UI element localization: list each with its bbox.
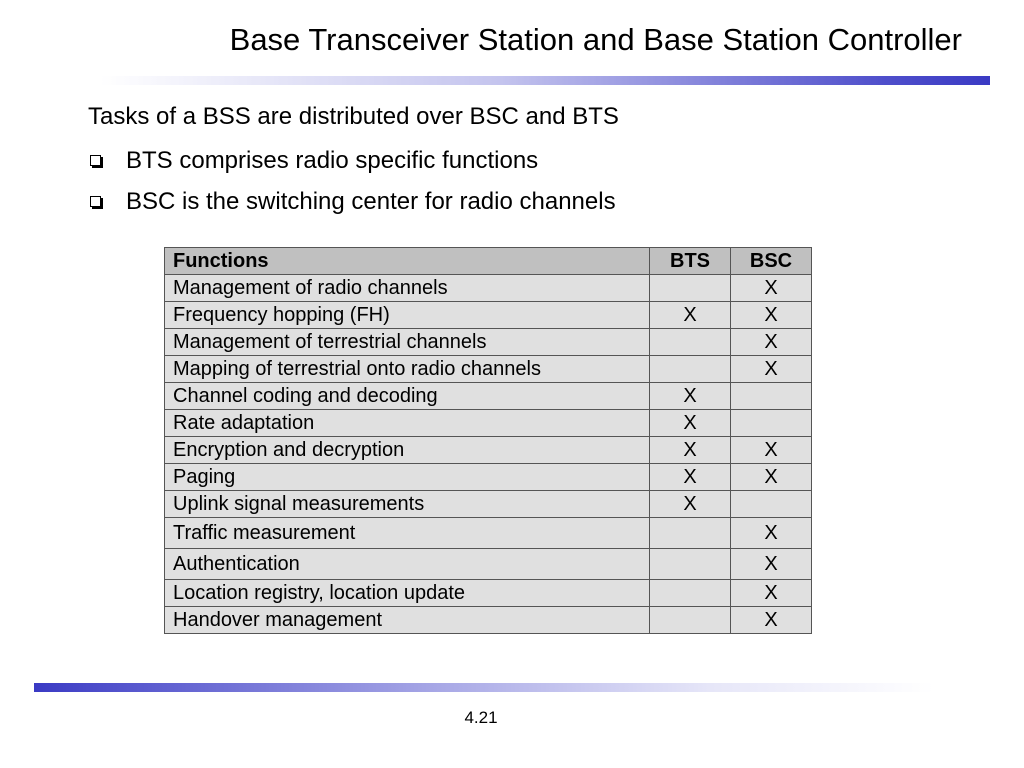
- intro-text: Tasks of a BSS are distributed over BSC and BTS: [88, 103, 619, 130]
- bts-cell: X: [650, 302, 731, 329]
- table-row: [165, 549, 812, 580]
- table-row: [165, 607, 812, 634]
- function-cell: Management of radio channels: [165, 275, 650, 302]
- bts-cell: X: [650, 437, 731, 464]
- bsc-cell: X: [731, 275, 812, 302]
- function-cell: Paging: [165, 464, 650, 491]
- table-row: [165, 329, 812, 356]
- bsc-cell: X: [731, 518, 812, 549]
- bts-cell: [650, 607, 731, 634]
- bts-cell: [650, 549, 731, 580]
- functions-table: [164, 247, 812, 634]
- table-header-row: [165, 248, 812, 275]
- bsc-cell: [731, 410, 812, 437]
- bsc-cell: X: [731, 607, 812, 634]
- bullet-list: [88, 140, 616, 222]
- footer-gradient-bar: [34, 683, 934, 692]
- function-cell: Location registry, location update: [165, 580, 650, 607]
- bsc-cell: X: [731, 580, 812, 607]
- bsc-cell: [731, 491, 812, 518]
- bts-cell: [650, 329, 731, 356]
- header-bsc: BSC: [731, 248, 812, 275]
- bts-cell: [650, 275, 731, 302]
- function-cell: Mapping of terrestrial onto radio channels: [165, 356, 650, 383]
- bullet-item: [88, 181, 616, 222]
- table-row: [165, 275, 812, 302]
- bullet-text: BTS comprises radio specific functions: [126, 147, 539, 174]
- header-functions: Functions: [165, 248, 650, 275]
- checkbox-bullet-icon: [90, 196, 101, 207]
- bts-cell: [650, 518, 731, 549]
- bts-cell: X: [650, 464, 731, 491]
- bsc-cell: X: [731, 356, 812, 383]
- bts-cell: [650, 580, 731, 607]
- bsc-cell: X: [731, 329, 812, 356]
- function-cell: Rate adaptation: [165, 410, 650, 437]
- title-gradient-bar: [100, 76, 990, 85]
- function-cell: Encryption and decryption: [165, 437, 650, 464]
- table-row: [165, 410, 812, 437]
- slide-title: Base Transceiver Station and Base Station Controller: [229, 22, 962, 57]
- bsc-cell: X: [731, 549, 812, 580]
- function-cell: Management of terrestrial channels: [165, 329, 650, 356]
- table-row: [165, 302, 812, 329]
- bts-cell: X: [650, 491, 731, 518]
- table-row: [165, 518, 812, 549]
- function-cell: Uplink signal measurements: [165, 491, 650, 518]
- table-row: [165, 580, 812, 607]
- function-cell: Channel coding and decoding: [165, 383, 650, 410]
- checkbox-bullet-icon: [90, 155, 101, 166]
- table-row: [165, 356, 812, 383]
- function-cell: Authentication: [165, 549, 650, 580]
- bts-cell: X: [650, 410, 731, 437]
- bsc-cell: X: [731, 302, 812, 329]
- function-cell: Traffic measurement: [165, 518, 650, 549]
- header-bts: BTS: [650, 248, 731, 275]
- bts-cell: [650, 356, 731, 383]
- table-row: [165, 437, 812, 464]
- table-row: [165, 491, 812, 518]
- bullet-item: [88, 140, 616, 181]
- bsc-cell: X: [731, 437, 812, 464]
- table-row: [165, 464, 812, 491]
- bsc-cell: X: [731, 464, 812, 491]
- bts-cell: X: [650, 383, 731, 410]
- function-cell: Frequency hopping (FH): [165, 302, 650, 329]
- function-cell: Handover management: [165, 607, 650, 634]
- page-number: 4.21: [464, 708, 498, 727]
- bsc-cell: [731, 383, 812, 410]
- bullet-text: BSC is the switching center for radio channels: [126, 188, 616, 215]
- table-row: [165, 383, 812, 410]
